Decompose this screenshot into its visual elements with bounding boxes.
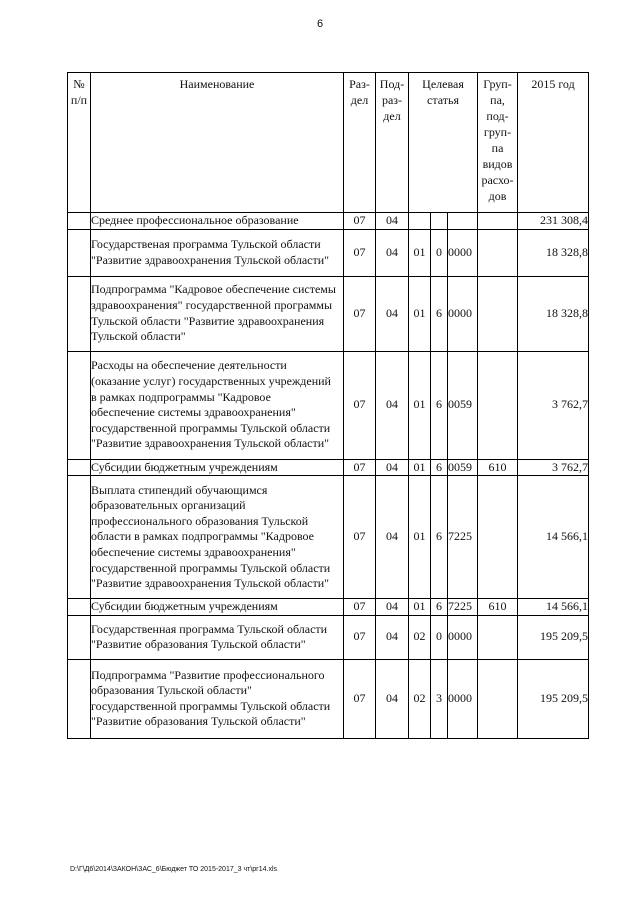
row-target-sub: 3 [431, 659, 448, 738]
row-group [478, 659, 518, 738]
row-target-item: 0000 [448, 229, 478, 276]
header-num: № п/п [68, 73, 91, 213]
row-name: Подпрограмма "Развитие профессионального образования Тульской области" государственной программы Тульской области "Развитие образования Тульской области" [91, 659, 344, 738]
row-name: Государственная программа Тульской области "Развитие образования Тульской области" [91, 615, 344, 659]
table-row [68, 459, 589, 476]
row-group [478, 476, 518, 599]
row-subsection: 04 [376, 213, 409, 230]
row-amount: 14 566,1 [518, 599, 589, 616]
header-subsection: Под- раз- дел [376, 73, 409, 213]
row-amount: 18 328,8 [518, 229, 589, 276]
row-subsection: 04 [376, 276, 409, 351]
table-row [68, 229, 589, 276]
header-section: Раз- дел [344, 73, 376, 213]
row-amount: 18 328,8 [518, 276, 589, 351]
file-path-footer: D:\Г\Д6\2014\ЗАКОН\ЗАС_6\Бюджет ТО 2015-2017_3 чт\рг14.xls [70, 866, 278, 873]
row-name: Субсидии бюджетным учреждениям [91, 459, 344, 476]
row-target-item: 0000 [448, 615, 478, 659]
row-amount: 3 762,7 [518, 351, 589, 459]
row-subsection: 04 [376, 615, 409, 659]
row-target-program: 01 [409, 229, 431, 276]
row-name: Расходы на обеспечение деятельности (оказание услуг) государственных учреждений в рамках подпрограммы "Кадровое обеспечение системы здравоохранения" государственной программы Тульской области "Развитие здравоохранения Тульской области" [91, 351, 344, 459]
row-group [478, 229, 518, 276]
header-target: Целевая статья [409, 73, 478, 213]
row-group: 610 [478, 599, 518, 616]
row-num [68, 459, 91, 476]
row-target-sub [431, 213, 448, 230]
row-name: Выплата стипендий обучающимся образовательных организаций профессионального образования Тульской области в рамках подпрограммы "Кадровое обеспечение системы здравоохранения" государственной программы Тульской области "Развитие здравоохранения Тульской области" [91, 476, 344, 599]
row-target-program: 01 [409, 276, 431, 351]
row-target-program: 02 [409, 659, 431, 738]
row-section: 07 [344, 229, 376, 276]
row-target-item: 0000 [448, 276, 478, 351]
row-target-item: 0059 [448, 351, 478, 459]
row-amount: 195 209,5 [518, 659, 589, 738]
row-amount: 231 308,4 [518, 213, 589, 230]
row-amount: 14 566,1 [518, 476, 589, 599]
row-subsection: 04 [376, 599, 409, 616]
row-section: 07 [344, 276, 376, 351]
header-group: Груп- па, под- груп- па видов расхо- дов [478, 73, 518, 213]
table-row [68, 476, 589, 599]
row-target-sub: 6 [431, 276, 448, 351]
row-target-item: 7225 [448, 599, 478, 616]
row-target-item [448, 213, 478, 230]
row-target-item: 0000 [448, 659, 478, 738]
table-row [68, 213, 589, 230]
row-target-item: 0059 [448, 459, 478, 476]
row-target-program: 02 [409, 615, 431, 659]
row-num [68, 213, 91, 230]
row-num [68, 476, 91, 599]
row-group [478, 213, 518, 230]
row-target-program: 01 [409, 351, 431, 459]
budget-table [67, 72, 589, 739]
row-section: 07 [344, 659, 376, 738]
row-section: 07 [344, 476, 376, 599]
row-target-program: 01 [409, 476, 431, 599]
row-group: 610 [478, 459, 518, 476]
row-target-program: 01 [409, 459, 431, 476]
row-target-program [409, 213, 431, 230]
row-amount: 195 209,5 [518, 615, 589, 659]
row-subsection: 04 [376, 229, 409, 276]
row-section: 07 [344, 213, 376, 230]
row-num [68, 615, 91, 659]
row-target-sub: 0 [431, 615, 448, 659]
row-target-sub: 0 [431, 229, 448, 276]
header-name: Наименование [91, 73, 344, 213]
row-amount: 3 762,7 [518, 459, 589, 476]
table-row [68, 276, 589, 351]
row-target-program: 01 [409, 599, 431, 616]
row-num [68, 351, 91, 459]
row-name: Подпрограмма "Кадровое обеспечение системы здравоохранения" государственной программы Тульской области "Развитие здравоохранения Тульской области" [91, 276, 344, 351]
header-year: 2015 год [518, 73, 589, 213]
row-section: 07 [344, 351, 376, 459]
row-group [478, 615, 518, 659]
row-section: 07 [344, 459, 376, 476]
page-number: 6 [316, 18, 324, 30]
row-target-sub: 6 [431, 599, 448, 616]
row-group [478, 276, 518, 351]
row-target-sub: 6 [431, 459, 448, 476]
row-subsection: 04 [376, 659, 409, 738]
row-target-sub: 6 [431, 476, 448, 599]
row-group [478, 351, 518, 459]
row-subsection: 04 [376, 476, 409, 599]
row-num [68, 659, 91, 738]
row-subsection: 04 [376, 459, 409, 476]
row-name: Субсидии бюджетным учреждениям [91, 599, 344, 616]
row-name: Государственая программа Тульской области "Развитие здравоохранения Тульской области" [91, 229, 344, 276]
row-subsection: 04 [376, 351, 409, 459]
row-name: Среднее профессиональное образование [91, 213, 344, 230]
row-target-item: 7225 [448, 476, 478, 599]
table-row [68, 659, 589, 738]
row-section: 07 [344, 599, 376, 616]
row-target-sub: 6 [431, 351, 448, 459]
table-row [68, 351, 589, 459]
row-num [68, 229, 91, 276]
row-num [68, 276, 91, 351]
table-row [68, 599, 589, 616]
row-num [68, 599, 91, 616]
row-section: 07 [344, 615, 376, 659]
table-row [68, 615, 589, 659]
header-row [68, 73, 589, 213]
